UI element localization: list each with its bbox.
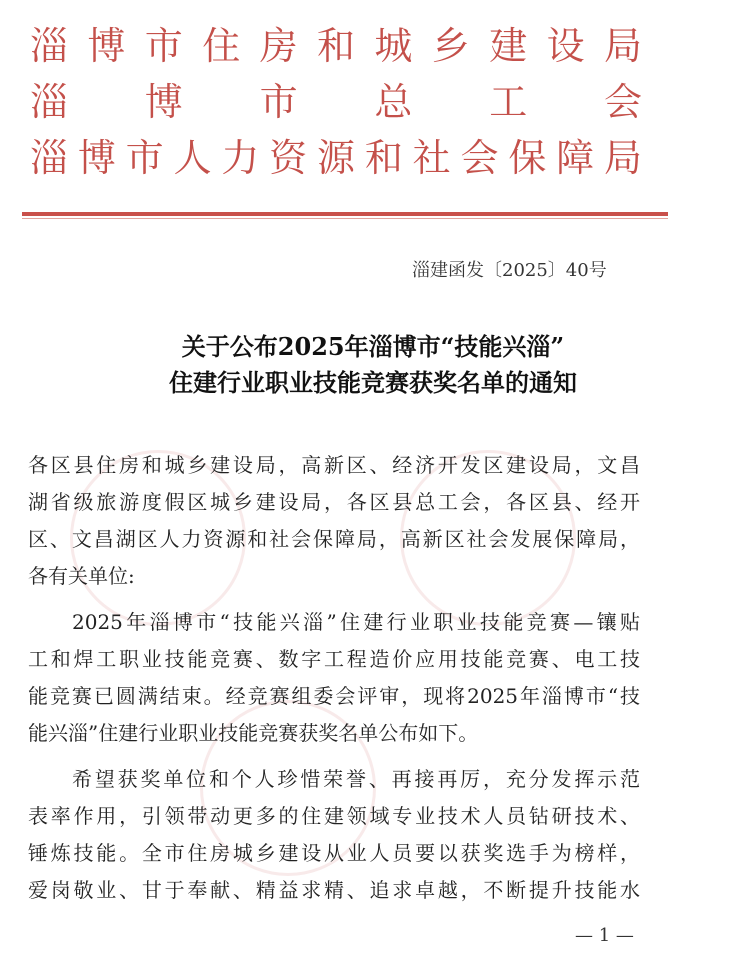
document-title: 关于公布2025年淄博市“技能兴淄” (181, 332, 565, 361)
addressee-line: 区、文昌湖区人力资源和社会保障局，高新区社会发展保障局， (28, 527, 640, 551)
addressee-line: 各区县住房和城乡建设局，高新区、经济开发区建设局，文昌 (28, 453, 640, 477)
paragraph-line: 能兴淄”住建行业职业技能竞赛获奖名单公布如下。 (28, 721, 479, 745)
document-title: 住建行业职业技能竞赛获奖名单的通知 (169, 368, 577, 397)
red-divider (22, 212, 668, 216)
paragraph-line: 希望获奖单位和个人珍惜荣誉、再接再厉，充分发挥示范 (72, 767, 640, 791)
letterhead-issuer: 淄博市人力资源和社会保障局 (30, 136, 642, 180)
paragraph-line: 表率作用，引领带动更多的住建领域专业技术人员钻研技术、 (28, 804, 640, 828)
paragraph-line: 爱岗敬业、甘于奉献、精益求精、追求卓越，不断提升技能水 (28, 878, 640, 902)
document-number: 淄建函发〔2025〕40号 (412, 260, 607, 281)
letterhead-issuer: 淄博市总工会 (30, 80, 642, 124)
page-number: — 1 — (575, 925, 634, 946)
paragraph-line: 2025年淄博市“技能兴淄”住建行业职业技能竞赛—镶贴 (72, 610, 640, 634)
addressee-line: 各有关单位: (28, 564, 135, 588)
red-divider-thin (22, 218, 668, 219)
addressee-line: 湖省级旅游度假区城乡建设局，各区县总工会，各区县、经开 (28, 490, 640, 514)
paragraph-line: 能竞赛已圆满结束。经竞赛组委会评审，现将2025年淄博市“技 (28, 684, 640, 708)
paragraph-line: 锤炼技能。全市住房城乡建设从业人员要以获奖选手为榜样， (28, 841, 640, 865)
letterhead-issuer: 淄博市住房和城乡建设局 (30, 24, 642, 68)
paragraph-line: 工和焊工职业技能竞赛、数字工程造价应用技能竞赛、电工技 (28, 647, 640, 671)
